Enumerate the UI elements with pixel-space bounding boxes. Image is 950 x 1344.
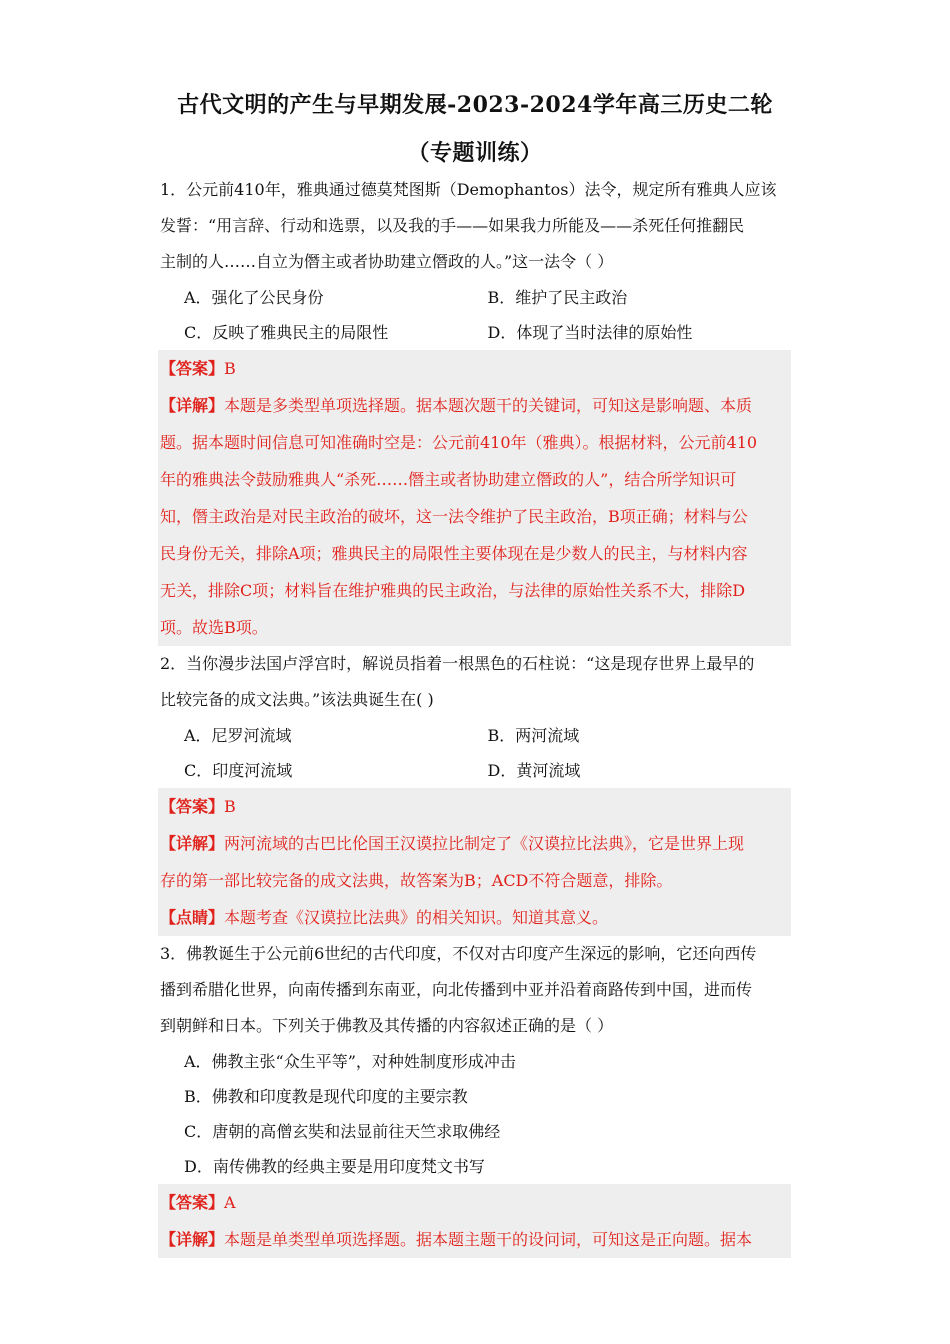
detail-tag: 【详解】 [160, 834, 225, 853]
question-stem-line: 到朝鲜和日本。下列关于佛教及其传播的内容叙述正确的是（ ） [160, 1016, 614, 1035]
comment-tag: 【点睛】 [160, 908, 225, 927]
option-b: B．维护了民主政治 [487, 288, 628, 307]
answer-value: B [224, 359, 236, 378]
detail-line: 项。故选B项。 [160, 618, 268, 637]
option-d: D．南传佛教的经典主要是用印度梵文书写 [184, 1157, 485, 1176]
answer-value: B [224, 797, 236, 816]
answer-tag: 【答案】 [160, 797, 225, 816]
option-b: B．两河流域 [487, 726, 580, 745]
option-b: B．佛教和印度教是现代印度的主要宗教 [184, 1087, 468, 1106]
answer-line [160, 350, 791, 387]
detail-text: 两河流域的古巴比伦国王汉谟拉比制定了《汉谟拉比法典》，它是世界上现 [224, 834, 745, 853]
detail-line [160, 387, 791, 424]
option-c: C．印度河流域 [184, 761, 293, 780]
detail-tag: 【详解】 [160, 1230, 225, 1249]
answer-tag: 【答案】 [160, 359, 225, 378]
question-3 [160, 936, 791, 1258]
answer-line [160, 788, 791, 825]
detail-line: 民身份无关，排除A项；雅典民主的局限性主要体现在是少数人的民主，与材料内容 [160, 544, 748, 563]
detail-text: 本题是多类型单项选择题。据本题次题干的关键词，可知这是影响题、本质 [224, 396, 753, 415]
question-stem-line: 播到希腊化世界，向南传播到东南亚，向北传播到中亚并沿着商路传到中国，进而传 [160, 980, 753, 999]
option-a: A．佛教主张“众生平等”，对种姓制度形成冲击 [184, 1052, 516, 1071]
detail-line: 题。据本题时间信息可知准确时空是：公元前410年（雅典）。根据材料，公元前410 [160, 433, 758, 452]
question-stem-line: 主制的人……自立为僭主或者协助建立僭政的人。”这一法令（ ） [160, 252, 614, 271]
question-1 [160, 172, 791, 646]
detail-line: 年的雅典法令鼓励雅典人“杀死……僭主或者协助建立僭政的人”，结合所学知识可 [160, 470, 737, 489]
option-c: C．唐朝的高僧玄奘和法显前往天竺求取佛经 [184, 1122, 501, 1141]
answer-line [160, 1184, 791, 1221]
document-subtitle: （专题训练） [407, 140, 543, 166]
question-stem-line: 2．当你漫步法国卢浮宫时，解说员指着一根黑色的石柱说：“这是现存世界上最早的 [160, 654, 755, 673]
detail-line [160, 825, 791, 862]
option-row [160, 280, 791, 315]
comment-text: 本题考查《汉谟拉比法典》的相关知识。知道其意义。 [224, 908, 609, 927]
answer-block [158, 788, 791, 936]
question-stem-line: 比较完备的成文法典。”该法典诞生在( ) [160, 690, 434, 709]
question-stem-line: 1．公元前410年，雅典通过德莫梵图斯（Demophantos）法令，规定所有雅典人应该 [160, 180, 777, 199]
option-a: A．尼罗河流域 [184, 726, 292, 745]
option-row [160, 753, 791, 788]
option-row [160, 718, 791, 753]
option-d: D．体现了当时法律的原始性 [487, 323, 693, 342]
option-a: A．强化了公民身份 [184, 288, 324, 307]
answer-block [158, 350, 791, 646]
comment-line [160, 899, 791, 936]
answer-block [158, 1184, 791, 1258]
detail-line: 知，僭主政治是对民主政治的破坏，这一法令维护了民主政治，B项正确；材料与公 [160, 507, 748, 526]
detail-line [160, 1221, 791, 1258]
question-2 [160, 646, 791, 936]
document-body [160, 172, 791, 1258]
option-c: C．反映了雅典民主的局限性 [184, 323, 389, 342]
answer-tag: 【答案】 [160, 1193, 225, 1212]
question-stem-line: 3．佛教诞生于公元前6世纪的古代印度，不仅对古印度产生深远的影响，它还向西传 [160, 944, 757, 963]
document-title: 古代文明的产生与早期发展-2023-2024学年高三历史二轮 [177, 92, 773, 118]
detail-line: 无关，排除C项；材料旨在维护雅典的民主政治，与法律的原始性关系不大，排除D [160, 581, 746, 600]
detail-tag: 【详解】 [160, 396, 225, 415]
question-stem-line: 发誓：“用言辞、行动和选票，以及我的手——如果我力所能及——杀死任何推翻民 [160, 216, 745, 235]
answer-value: A [224, 1193, 236, 1212]
option-d: D．黄河流域 [487, 761, 581, 780]
detail-text: 本题是单类型单项选择题。据本题主题干的设问词，可知这是正向题。据本 [224, 1230, 753, 1249]
option-row [160, 315, 791, 350]
detail-line: 存的第一部比较完备的成文法典，故答案为B；ACD不符合题意，排除。 [160, 871, 673, 890]
